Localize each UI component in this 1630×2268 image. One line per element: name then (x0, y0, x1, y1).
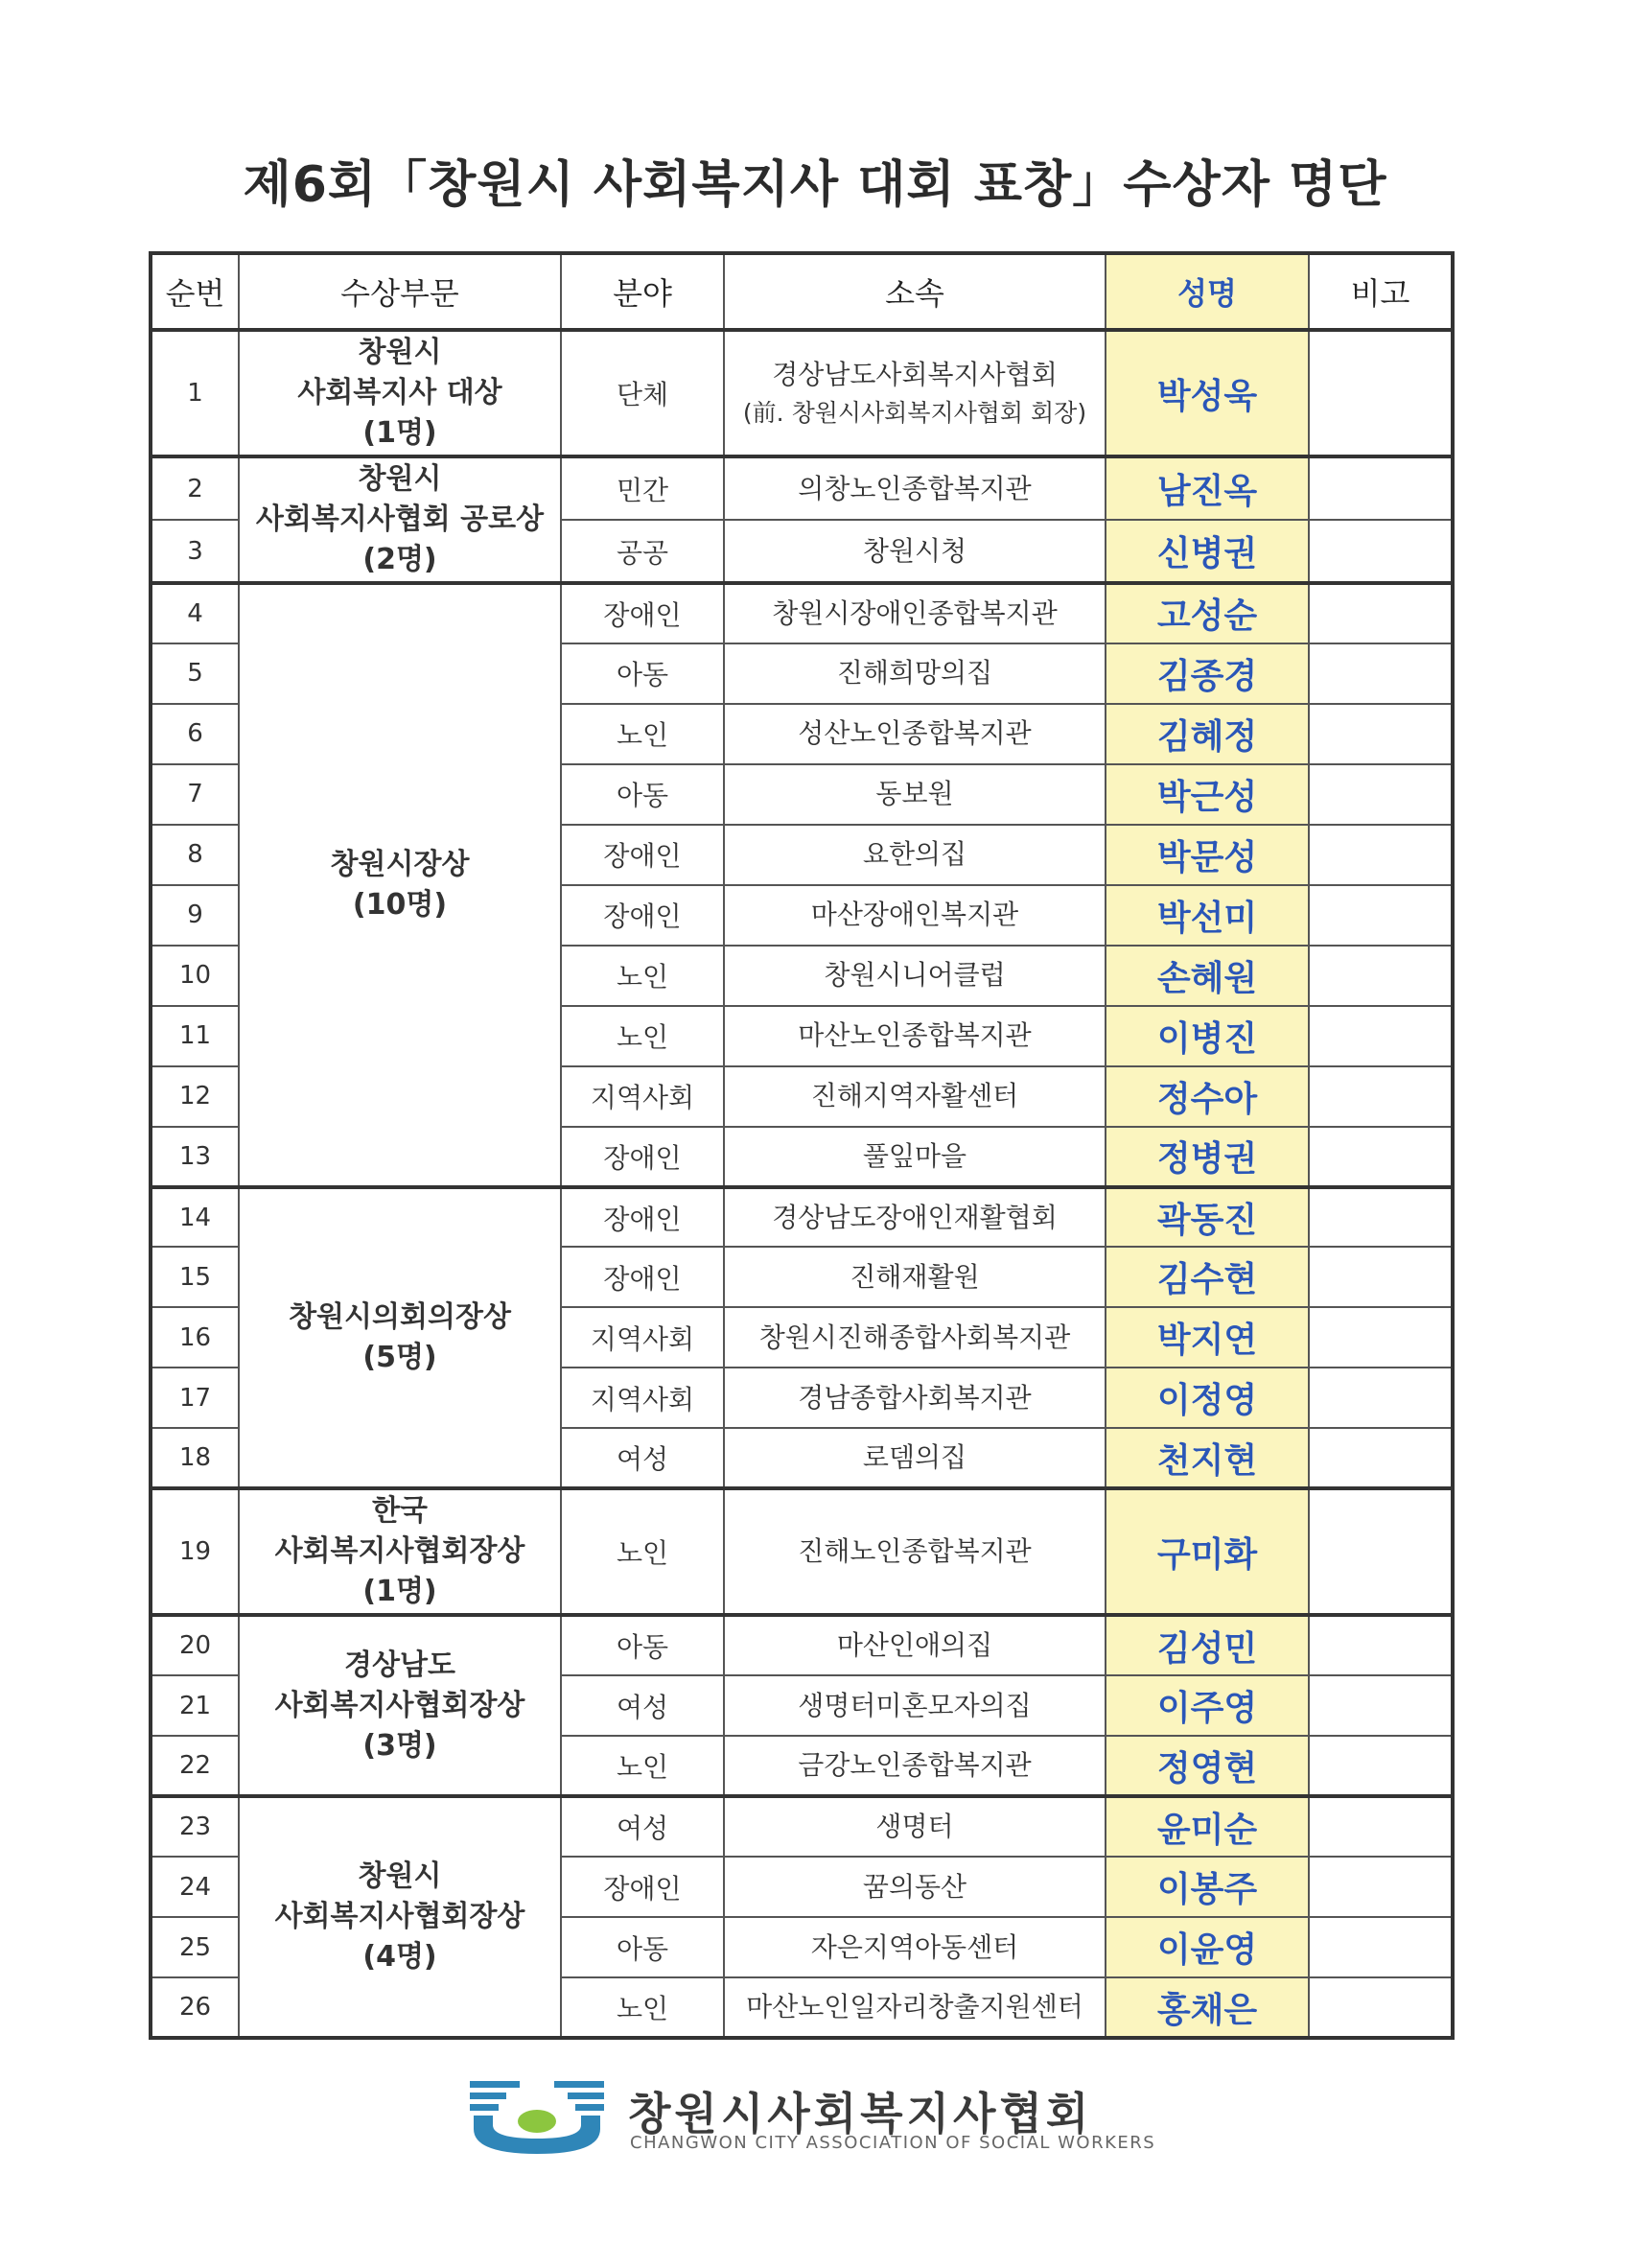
field-cell: 장애인 (561, 1857, 724, 1917)
award-category-line: (10명) (352, 887, 448, 922)
awardee-name: 홍채은 (1106, 1977, 1309, 2038)
note-cell (1309, 1307, 1453, 1368)
field-cell: 장애인 (561, 583, 724, 643)
affiliation-cell (724, 1857, 1106, 1917)
row-number: 15 (151, 1247, 239, 1307)
row-number: 16 (151, 1307, 239, 1368)
field-cell: 여성 (561, 1428, 724, 1488)
note-cell (1309, 1857, 1453, 1917)
note-cell (1309, 1488, 1453, 1615)
affiliation-cell (724, 1615, 1106, 1675)
affiliation-line: 진해재활원 (850, 1260, 980, 1293)
affiliation-line: 경상남도사회복지사협회 (772, 359, 1058, 391)
affiliation-cell (724, 1917, 1106, 1977)
affiliation-cell (724, 1675, 1106, 1736)
award-category-line: 사회복지사협회장상 (274, 1688, 525, 1722)
row-number: 18 (151, 1428, 239, 1488)
row-number: 6 (151, 704, 239, 764)
note-cell (1309, 330, 1453, 456)
awardee-name: 윤미순 (1106, 1796, 1309, 1857)
affiliation-line: 생명터 (875, 1811, 954, 1843)
award-category-line: 창원시 (358, 462, 442, 496)
affiliation-line: 생명터미혼모자의집 (798, 1689, 1032, 1721)
page-title: 제6회「창원시 사회복지사 대회 표창」수상자 명단 (243, 156, 1387, 214)
note-cell (1309, 946, 1453, 1006)
field-cell: 지역사회 (561, 1368, 724, 1428)
award-category-line: (1명) (362, 416, 437, 450)
note-cell (1309, 1368, 1453, 1428)
note-cell (1309, 1187, 1453, 1248)
award-category (239, 1615, 561, 1796)
row-number: 17 (151, 1368, 239, 1428)
affiliation-line: 창원시진해종합사회복지관 (758, 1321, 1071, 1353)
awardee-name: 이정영 (1106, 1368, 1309, 1428)
field-cell: 지역사회 (561, 1066, 724, 1127)
row-number: 8 (151, 825, 239, 885)
affiliation-line: 꿈의동산 (862, 1870, 967, 1903)
row-number: 13 (151, 1127, 239, 1187)
table-row (151, 1488, 1453, 1615)
row-number: 12 (151, 1066, 239, 1127)
row-number: 25 (151, 1917, 239, 1977)
award-category-line: (1명) (362, 1575, 437, 1609)
awardee-name: 정영현 (1106, 1736, 1309, 1796)
note-cell (1309, 1006, 1453, 1066)
awardee-name: 김성민 (1106, 1615, 1309, 1675)
awardee-name: 박성욱 (1106, 330, 1309, 456)
affiliation-cell (724, 1977, 1106, 2038)
field-cell: 지역사회 (561, 1307, 724, 1368)
affiliation-cell (724, 1006, 1106, 1066)
field-cell: 노인 (561, 704, 724, 764)
affiliation-line: 마산장애인복지관 (810, 899, 1019, 931)
affiliation-cell (724, 704, 1106, 764)
note-cell (1309, 1675, 1453, 1736)
row-number: 24 (151, 1857, 239, 1917)
field-cell: 아동 (561, 1917, 724, 1977)
awardee-name: 김수현 (1106, 1247, 1309, 1307)
affiliation-cell (724, 1796, 1106, 1857)
note-cell (1309, 885, 1453, 946)
field-cell: 공공 (561, 520, 724, 583)
award-category-line: 사회복지사 대상 (297, 376, 502, 409)
note-cell (1309, 1247, 1453, 1307)
header-name: 성명 (1106, 253, 1309, 330)
award-category (239, 330, 561, 456)
affiliation-line: 창원시니어클럽 (824, 959, 1006, 992)
table-row (151, 1615, 1453, 1675)
table-row (151, 1187, 1453, 1248)
row-number: 19 (151, 1488, 239, 1615)
affiliation-line: 마산노인종합복지관 (798, 1019, 1032, 1052)
row-number: 7 (151, 764, 239, 825)
awardee-name: 정병권 (1106, 1127, 1309, 1187)
affiliation-line: 창원시장애인종합복지관 (772, 596, 1058, 629)
affiliation-line: 풀잎마을 (862, 1139, 967, 1172)
awardee-name: 천지현 (1106, 1428, 1309, 1488)
affiliation-cell (724, 583, 1106, 643)
organization-name-english: CHANGWON CITY ASSOCIATION OF SOCIAL WORKERS (630, 2133, 1156, 2153)
awardee-name: 박근성 (1106, 764, 1309, 825)
awardee-name: 정수아 (1106, 1066, 1309, 1127)
note-cell (1309, 825, 1453, 885)
row-number: 1 (151, 330, 239, 456)
field-cell: 여성 (561, 1675, 724, 1736)
field-cell: 노인 (561, 1977, 724, 2038)
note-cell (1309, 583, 1453, 643)
field-cell: 단체 (561, 330, 724, 456)
affiliation-line: 로뎀의집 (862, 1441, 967, 1474)
affiliation-line: 경상남도장애인재활협회 (772, 1201, 1058, 1233)
awardee-name: 남진옥 (1106, 456, 1309, 520)
note-cell (1309, 704, 1453, 764)
awardee-name: 김혜정 (1106, 704, 1309, 764)
note-cell (1309, 456, 1453, 520)
award-category-line: (3명) (362, 1728, 437, 1763)
affiliation-cell (724, 1428, 1106, 1488)
affiliation-line: 의창노인종합복지관 (798, 472, 1032, 504)
award-category (239, 1796, 561, 2038)
row-number: 3 (151, 520, 239, 583)
header-number: 순번 (151, 253, 239, 330)
affiliation-line: 자은지역아동센터 (810, 1930, 1019, 1963)
awardee-name: 곽동진 (1106, 1187, 1309, 1248)
field-cell: 민간 (561, 456, 724, 520)
field-cell: 장애인 (561, 885, 724, 946)
awardee-name: 손혜원 (1106, 946, 1309, 1006)
awardee-table (149, 251, 1455, 2040)
row-number: 14 (151, 1187, 239, 1248)
affiliation-cell (724, 825, 1106, 885)
award-category-line: (4명) (362, 1940, 437, 1975)
header-field: 분야 (561, 253, 724, 330)
affiliation-cell (724, 643, 1106, 704)
note-cell (1309, 1615, 1453, 1675)
awardee-name: 박지연 (1106, 1307, 1309, 1368)
affiliation-line: 요한의집 (862, 838, 967, 871)
row-number: 10 (151, 946, 239, 1006)
affiliation-cell (724, 885, 1106, 946)
note-cell (1309, 1428, 1453, 1488)
note-cell (1309, 1796, 1453, 1857)
field-cell: 아동 (561, 764, 724, 825)
affiliation-line: 금강노인종합복지관 (798, 1749, 1032, 1782)
awardee-name: 이윤영 (1106, 1917, 1309, 1977)
affiliation-cell (724, 946, 1106, 1006)
awardee-name: 구미화 (1106, 1488, 1309, 1615)
awardee-name: 이병진 (1106, 1006, 1309, 1066)
award-category-line: 경상남도 (344, 1648, 455, 1682)
awardee-name: 박선미 (1106, 885, 1309, 946)
field-cell: 아동 (561, 643, 724, 704)
affiliation-cell (724, 456, 1106, 520)
affiliation-cell (724, 1127, 1106, 1187)
row-number: 5 (151, 643, 239, 704)
field-cell: 노인 (561, 1488, 724, 1615)
affiliation-cell (724, 1307, 1106, 1368)
row-number: 21 (151, 1675, 239, 1736)
row-number: 4 (151, 583, 239, 643)
award-category-line: 창원시의회의장상 (289, 1299, 511, 1334)
award-category (239, 1187, 561, 1489)
note-cell (1309, 1917, 1453, 1977)
footer-logo (470, 2079, 1160, 2156)
award-category-line: (2명) (362, 543, 437, 576)
award-category-line: 한국 (372, 1494, 428, 1529)
affiliation-line: 성산노인종합복지관 (798, 717, 1032, 750)
awardee-name: 김종경 (1106, 643, 1309, 704)
note-cell (1309, 1066, 1453, 1127)
row-number: 9 (151, 885, 239, 946)
affiliation-line: (前. 창원시사회복지사협회 회장) (742, 399, 1087, 428)
field-cell: 아동 (561, 1615, 724, 1675)
affiliation-line: 마산노인일자리창출지원센터 (746, 1991, 1083, 2022)
table-header-row (151, 253, 1453, 330)
header-note: 비고 (1309, 253, 1453, 330)
affiliation-line: 진해지역자활센터 (810, 1080, 1019, 1112)
table-row (151, 583, 1453, 643)
award-category (239, 1488, 561, 1615)
field-cell: 장애인 (561, 1247, 724, 1307)
awardee-name: 박문성 (1106, 825, 1309, 885)
row-number: 20 (151, 1615, 239, 1675)
affiliation-cell (724, 1368, 1106, 1428)
row-number: 2 (151, 456, 239, 520)
affiliation-cell (724, 764, 1106, 825)
note-cell (1309, 520, 1453, 583)
awardee-name: 신병권 (1106, 520, 1309, 583)
award-category-line: 사회복지사협회 공로상 (255, 503, 545, 536)
affiliation-line: 진해희망의집 (836, 657, 993, 690)
header-category: 수상부문 (239, 253, 561, 330)
affiliation-line: 진해노인종합복지관 (798, 1535, 1032, 1568)
table-row (151, 1796, 1453, 1857)
awardee-name: 이봉주 (1106, 1857, 1309, 1917)
note-cell (1309, 1736, 1453, 1796)
table-row (151, 456, 1453, 520)
affiliation-line: 동보원 (875, 778, 954, 810)
table-row (151, 330, 1453, 456)
field-cell: 장애인 (561, 825, 724, 885)
association-logo-icon (470, 2079, 604, 2156)
affiliation-cell (724, 330, 1106, 456)
award-category (239, 456, 561, 583)
award-category-line: (5명) (362, 1340, 437, 1374)
header-affiliation: 소속 (724, 253, 1106, 330)
award-category (239, 583, 561, 1187)
field-cell: 장애인 (561, 1187, 724, 1248)
awardee-name: 고성순 (1106, 583, 1309, 643)
note-cell (1309, 1127, 1453, 1187)
field-cell: 노인 (561, 1006, 724, 1066)
affiliation-cell (724, 1187, 1106, 1248)
note-cell (1309, 764, 1453, 825)
award-category-line: 사회복지사협회장상 (274, 1900, 525, 1934)
organization-name-korean: 창원시사회복지사협회 (628, 2088, 1093, 2139)
affiliation-line: 경남종합사회복지관 (798, 1381, 1032, 1414)
award-category-line: 사회복지사협회장상 (274, 1534, 525, 1569)
field-cell: 장애인 (561, 1127, 724, 1187)
field-cell: 노인 (561, 1736, 724, 1796)
row-number: 23 (151, 1796, 239, 1857)
affiliation-cell (724, 1488, 1106, 1615)
affiliation-cell (724, 1247, 1106, 1307)
field-cell: 여성 (561, 1796, 724, 1857)
affiliation-line: 창원시청 (862, 534, 967, 567)
award-category-line: 창원시 (358, 1859, 442, 1894)
note-cell (1309, 1977, 1453, 2038)
awardee-name: 이주영 (1106, 1675, 1309, 1736)
award-category-line: 창원시장상 (330, 847, 470, 881)
affiliation-cell (724, 1736, 1106, 1796)
row-number: 22 (151, 1736, 239, 1796)
row-number: 11 (151, 1006, 239, 1066)
row-number: 26 (151, 1977, 239, 2038)
table-body (151, 330, 1453, 2038)
affiliation-cell (724, 520, 1106, 583)
affiliation-cell (724, 1066, 1106, 1127)
note-cell (1309, 643, 1453, 704)
field-cell: 노인 (561, 946, 724, 1006)
award-category-line: 창원시 (358, 336, 442, 369)
affiliation-line: 마산인애의집 (836, 1629, 993, 1662)
